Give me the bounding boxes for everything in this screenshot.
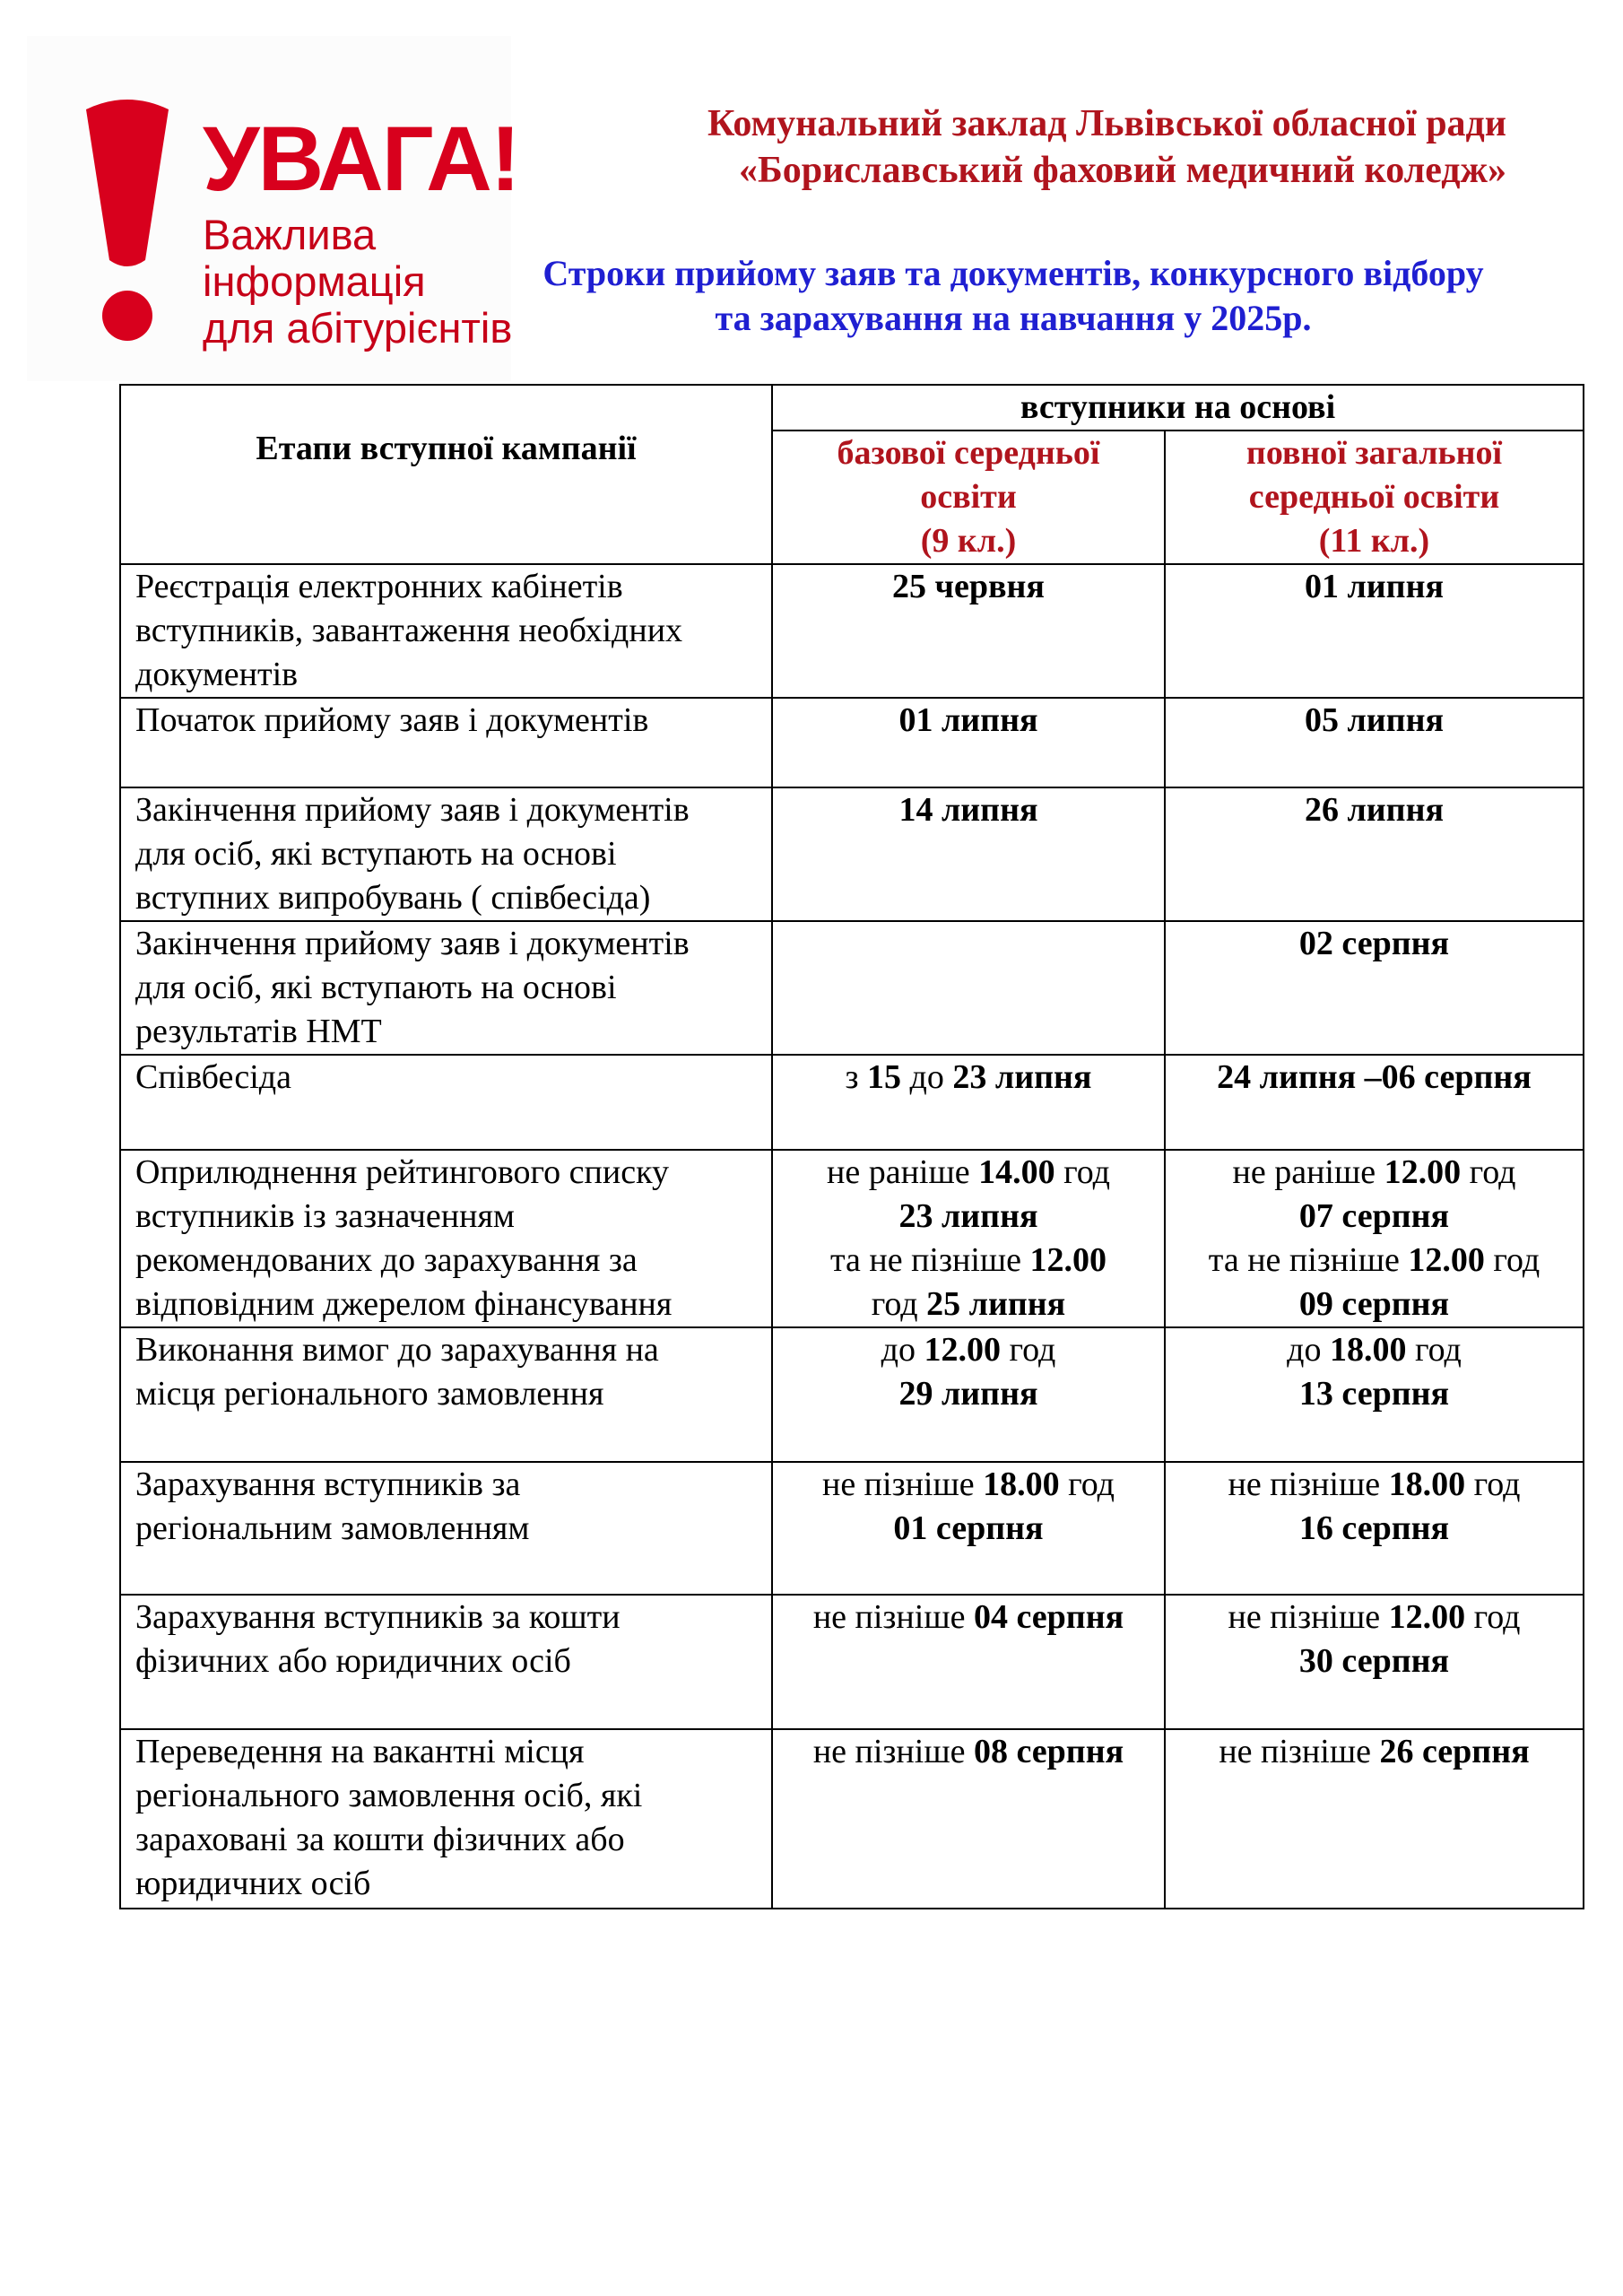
institution-name-line1: Комунальний заклад Львівської обласної ради	[707, 103, 1506, 144]
logo-title: УВАГА!	[203, 108, 519, 210]
date-value: 13 серпня	[1298, 1375, 1450, 1413]
date-value: 24 липня –06 серпня	[1217, 1058, 1532, 1096]
logo-subtitle	[203, 212, 512, 352]
date-value: 12.00	[1384, 1153, 1462, 1191]
date-line	[1166, 788, 1583, 832]
stage-line: Реєстрація електронних кабінетів	[135, 568, 623, 605]
stage-line: Початок прийому заяв і документів	[135, 701, 649, 739]
stage-cell	[120, 698, 772, 787]
date-line	[1166, 1056, 1583, 1100]
date-text: год	[1484, 1241, 1541, 1279]
schedule-title-line2: та зарахування на навчання у 2025р.	[715, 298, 1312, 338]
date-text: не раніше	[827, 1153, 979, 1191]
date-line	[1166, 699, 1583, 743]
date-line	[773, 1730, 1164, 1774]
stage-line: регіональним замовленням	[135, 1509, 530, 1547]
date-value: 23 липня	[952, 1058, 1092, 1096]
date-line	[1166, 1596, 1583, 1639]
date-text: до	[881, 1331, 924, 1369]
basic-date-cell	[772, 787, 1165, 921]
full-header-line: повної загальної	[1245, 434, 1503, 472]
full-date-cell	[1165, 1150, 1584, 1327]
full-date-cell	[1165, 698, 1584, 787]
date-line	[773, 1151, 1164, 1195]
date-line	[1166, 1463, 1583, 1507]
table-row	[120, 1055, 1584, 1150]
schedule-title	[502, 251, 1524, 341]
date-line	[773, 1195, 1164, 1239]
stage-line: вступників, завантаження необхідних	[135, 612, 683, 649]
date-line	[773, 1507, 1164, 1551]
date-line	[1166, 1239, 1583, 1283]
stage-line: Співбесіда	[135, 1058, 291, 1096]
table-row	[120, 1729, 1584, 1909]
stage-line: Виконання вимог до зарахування на	[135, 1331, 659, 1369]
date-line	[1166, 565, 1583, 609]
date-line	[773, 788, 1164, 832]
date-line	[773, 1328, 1164, 1372]
stage-column-header: Етапи вступної кампанії	[120, 385, 772, 564]
date-line	[773, 1239, 1164, 1283]
basic-date-cell	[772, 564, 1165, 698]
date-value: 01 серпня	[893, 1509, 1044, 1547]
basic-date-cell	[772, 1055, 1165, 1150]
date-value: 23 липня	[898, 1197, 1038, 1235]
full-date-cell	[1165, 1055, 1584, 1150]
date-value: 01 липня	[898, 701, 1038, 739]
stage-line: юридичних осіб	[135, 1865, 371, 1902]
basic-date-cell	[772, 1462, 1165, 1595]
date-line	[773, 1596, 1164, 1639]
date-text: год	[1406, 1331, 1462, 1369]
date-text: не раніше	[1232, 1153, 1384, 1191]
date-text: год	[1461, 1153, 1516, 1191]
stage-cell	[120, 787, 772, 921]
stage-cell	[120, 1462, 772, 1595]
date-value: 18.00	[1388, 1465, 1466, 1503]
date-value: 08 серпня	[973, 1733, 1124, 1770]
date-value: 07 серпня	[1298, 1197, 1450, 1235]
date-text: та не пізніше	[1208, 1241, 1409, 1279]
date-value: 16 серпня	[1298, 1509, 1450, 1547]
basic-header-line: (9 кл.)	[920, 522, 1017, 560]
date-value: 12.00	[924, 1331, 1001, 1369]
date-value: 05 липня	[1304, 701, 1445, 739]
date-value: 14 липня	[898, 791, 1038, 829]
date-line	[773, 1283, 1164, 1326]
date-text: не пізніше	[1228, 1465, 1389, 1503]
stage-line: місця регіонального замовлення	[135, 1375, 604, 1413]
stage-cell	[120, 564, 772, 698]
basic-date-cell	[772, 1327, 1165, 1462]
date-value: 12.00	[1388, 1598, 1466, 1636]
full-date-cell	[1165, 1595, 1584, 1729]
date-value: 18.00	[1329, 1331, 1407, 1369]
stage-line: регіонального замовлення осіб, які	[135, 1777, 643, 1814]
date-value: 15	[867, 1058, 902, 1096]
institution-name-line2: «Бориславський фаховий медичний коледж»	[738, 150, 1506, 191]
date-text: до	[901, 1058, 953, 1096]
stage-cell	[120, 1729, 772, 1909]
date-value: 18.00	[983, 1465, 1060, 1503]
date-value: 09 серпня	[1298, 1285, 1450, 1323]
date-value: 25 червня	[892, 568, 1045, 605]
institution-header	[0, 100, 1506, 194]
date-text: не пізніше	[812, 1733, 974, 1770]
stage-cell	[120, 1327, 772, 1462]
date-value: 29 липня	[898, 1375, 1038, 1413]
table-row	[120, 1327, 1584, 1462]
date-text: год	[1059, 1465, 1115, 1503]
stage-line: Закінчення прийому заяв і документів	[135, 791, 690, 829]
stage-line: для осіб, які вступають на основі	[135, 835, 617, 873]
date-text: не пізніше	[812, 1598, 974, 1636]
stage-line: вступних випробувань ( співбесіда)	[135, 879, 651, 917]
date-line	[1166, 1328, 1583, 1372]
warning-logo	[27, 36, 519, 381]
full-date-cell	[1165, 787, 1584, 921]
stage-line: Закінчення прийому заяв і документів	[135, 925, 690, 962]
full-date-cell	[1165, 564, 1584, 698]
stage-line: зараховані за кошти фізичних або	[135, 1821, 625, 1858]
basic-date-cell	[772, 1595, 1165, 1729]
table-row	[120, 787, 1584, 921]
table-row	[120, 698, 1584, 787]
stage-line: Переведення на вакантні місця	[135, 1733, 585, 1770]
date-value: 12.00	[1029, 1241, 1107, 1279]
stage-line: вступників із зазначенням	[135, 1197, 515, 1235]
stage-line: для осіб, які вступають на основі	[135, 969, 617, 1006]
date-line	[773, 565, 1164, 609]
full-date-cell	[1165, 921, 1584, 1055]
full-header-line: (11 кл.)	[1318, 522, 1430, 560]
table-row	[120, 921, 1584, 1055]
schedule-rows	[120, 564, 1584, 1909]
stage-line: фізичних або юридичних осіб	[135, 1642, 571, 1680]
stage-line: Оприлюднення рейтингового списку	[135, 1153, 669, 1191]
date-value: 14.00	[978, 1153, 1055, 1191]
full-date-cell	[1165, 1327, 1584, 1462]
table-row	[120, 1150, 1584, 1327]
basic-date-cell	[772, 921, 1165, 1055]
basic-date-cell	[772, 698, 1165, 787]
date-text: год	[1000, 1331, 1056, 1369]
stage-line: документів	[135, 656, 299, 693]
stage-line: Зарахування вступників за	[135, 1465, 521, 1503]
date-text: год	[1465, 1598, 1521, 1636]
basic-header-line: освіти	[920, 478, 1017, 516]
stage-line: рекомендованих до зарахування за	[135, 1241, 638, 1279]
date-value: 02 серпня	[1298, 925, 1450, 962]
date-text: та не пізніше	[829, 1241, 1030, 1279]
stage-cell	[120, 1595, 772, 1729]
logo-subtitle-line: для абітурієнтів	[203, 304, 513, 352]
logo-subtitle-line: інформація	[203, 257, 426, 305]
date-value: 12.00	[1408, 1241, 1485, 1279]
date-line	[1166, 1195, 1583, 1239]
date-text: до	[1287, 1331, 1330, 1369]
date-text: год	[1465, 1465, 1521, 1503]
stage-line: Зарахування вступників за кошти	[135, 1598, 621, 1636]
date-text: год	[871, 1285, 927, 1323]
date-value: 25 липня	[926, 1285, 1066, 1323]
date-line	[1166, 1730, 1583, 1774]
date-value: 26 липня	[1304, 791, 1445, 829]
table-row	[120, 1595, 1584, 1729]
date-text: з	[845, 1058, 868, 1096]
date-text: не пізніше	[1219, 1733, 1380, 1770]
date-text: не пізніше	[821, 1465, 984, 1503]
table-header-row	[120, 385, 1584, 430]
date-line	[1166, 1507, 1583, 1551]
date-value: 04 серпня	[973, 1598, 1124, 1636]
date-line	[773, 699, 1164, 743]
stage-cell	[120, 921, 772, 1055]
date-value: 01 липня	[1304, 568, 1445, 605]
full-education-header	[1165, 430, 1584, 564]
full-header-line: середньої освіти	[1248, 478, 1500, 516]
date-line	[773, 1372, 1164, 1416]
full-date-cell	[1165, 1462, 1584, 1595]
basic-date-cell	[772, 1150, 1165, 1327]
schedule-title-line1: Строки прийому заяв та документів, конкурсного відбору	[542, 253, 1484, 293]
date-line	[1166, 1372, 1583, 1416]
stage-cell	[120, 1150, 772, 1327]
date-text: не пізніше	[1228, 1598, 1389, 1636]
date-line	[1166, 1151, 1583, 1195]
basic-education-header	[772, 430, 1165, 564]
stage-line: відповідним джерелом фінансування	[135, 1285, 673, 1323]
date-line	[1166, 1639, 1583, 1683]
date-line	[1166, 1283, 1583, 1326]
schedule-table	[119, 384, 1584, 1909]
date-value: 26 серпня	[1379, 1733, 1530, 1770]
logo-subtitle-line: Важлива	[203, 211, 377, 258]
basic-date-cell	[772, 1729, 1165, 1909]
date-text: год	[1055, 1153, 1110, 1191]
table-row	[120, 564, 1584, 698]
applicants-group-header: вступники на основі	[772, 385, 1584, 430]
date-line	[773, 1056, 1164, 1100]
stage-cell	[120, 1055, 772, 1150]
date-line	[1166, 922, 1583, 966]
full-date-cell	[1165, 1729, 1584, 1909]
date-line	[773, 1463, 1164, 1507]
table-row	[120, 1462, 1584, 1595]
stage-line: результатів НМТ	[135, 1013, 382, 1050]
date-value: 30 серпня	[1298, 1642, 1450, 1680]
basic-header-line: базової середньої	[837, 434, 1100, 472]
